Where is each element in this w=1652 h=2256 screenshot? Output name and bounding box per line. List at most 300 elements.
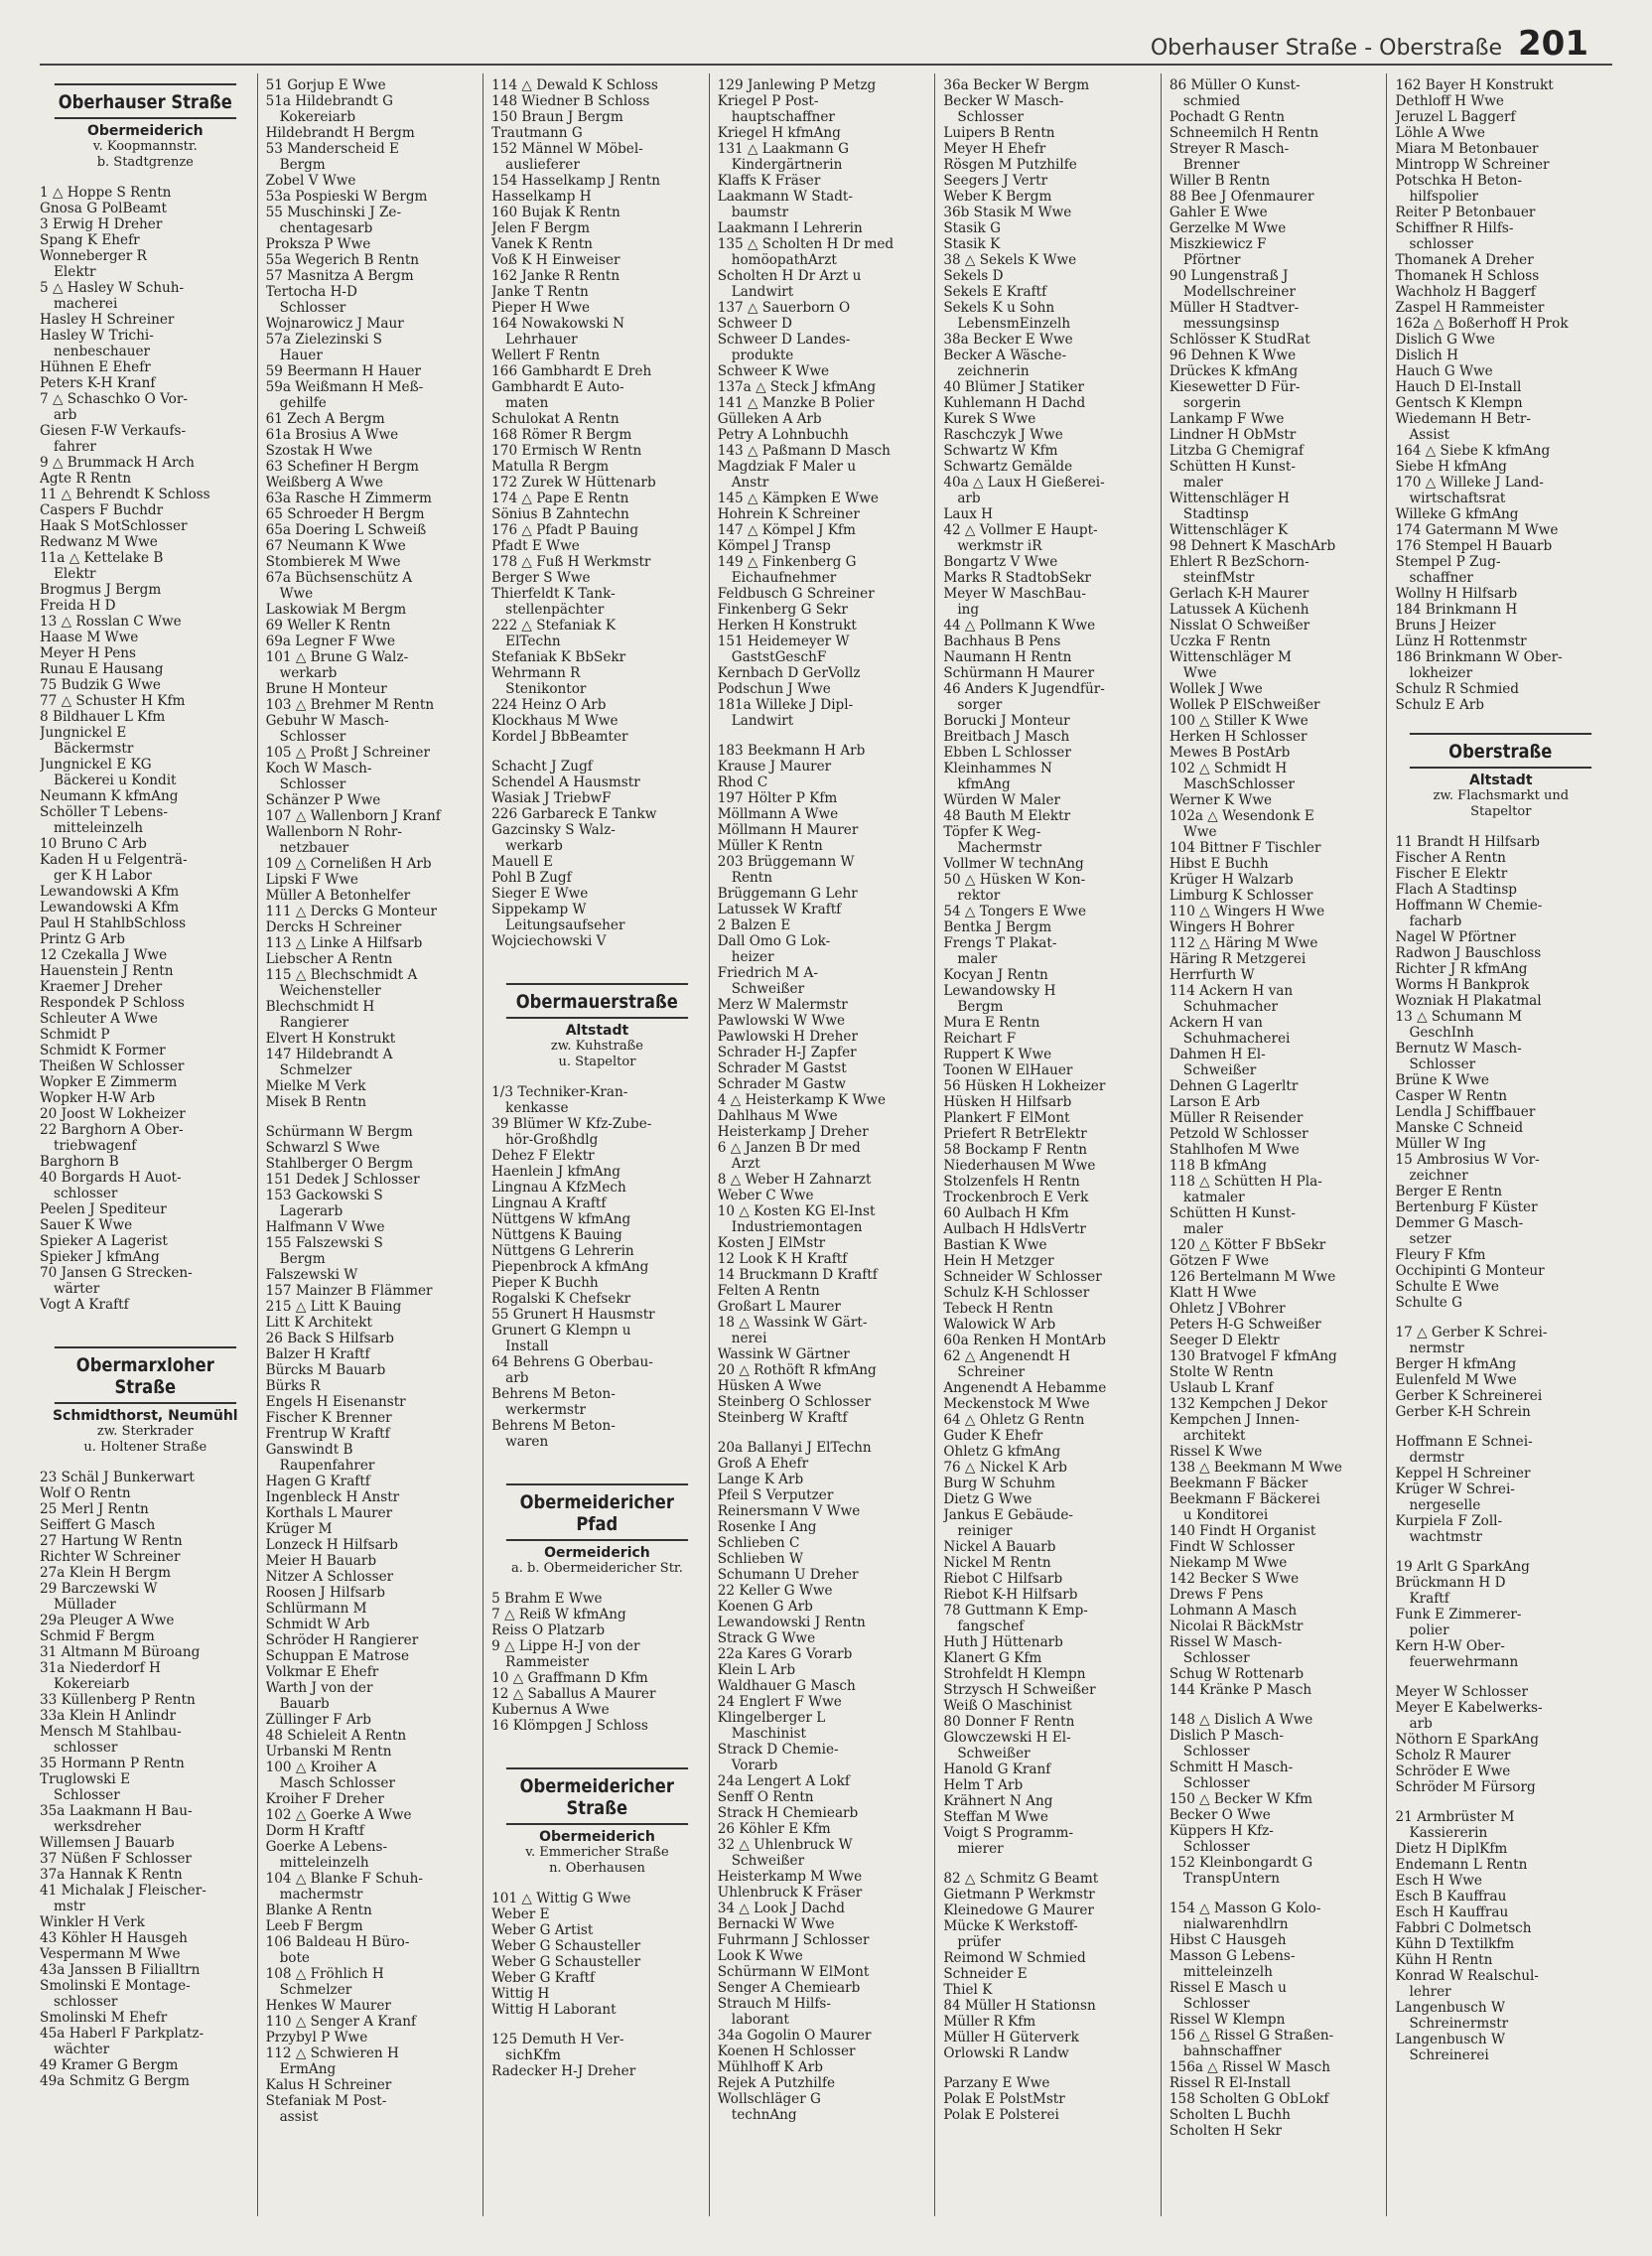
directory-entry: 129 Janlewing P Metzg [717,77,877,93]
directory-entry: 113 △ Linke A Hilfsarb [265,935,423,951]
directory-entry: Lipski F Wwe [265,872,358,888]
directory-entry: Sekels E Kraftf [943,284,1047,300]
running-title: Oberhauser Straße - Oberstraße [1150,36,1503,61]
entry-continuation: Schreiner [957,1364,1026,1380]
directory-entry: Stombierek M Wwe [265,554,401,570]
directory-entry: Krähnert N Ang [943,1793,1053,1809]
directory-entry: 105 △ Proßt J Schreiner [265,745,430,761]
directory-entry: Nüttgens K Bauing [491,1227,622,1243]
entry-continuation: Schweißer [731,981,805,997]
entry-continuation: Schlosser [1182,1839,1250,1855]
directory-entry: Raschczyk J Wwe [943,427,1063,443]
directory-entry: Dahmen H El- [1169,1047,1266,1062]
directory-entry: 197 Hölter P Kfm [717,790,838,806]
entry-continuation: Lehrhauer [505,332,578,348]
directory-entry: Schwarzl S Wwe [265,1140,380,1156]
entry-continuation: Pförtner [1182,252,1241,268]
spacer [1395,820,1606,834]
directory-entry: 20 Joost W Lokheizer [40,1106,186,1122]
entry-continuation: wachtmstr [1409,1529,1482,1545]
spacer [491,1070,703,1084]
directory-entry: Angenendt A Hebamme [943,1380,1107,1396]
entry-continuation: setzer [1409,1231,1451,1247]
directory-entry: 115 △ Blechschmidt A [265,967,418,983]
directory-entry: 26 Back S Hilfsarb [265,1331,394,1346]
entry-continuation: Rangierer [279,1015,349,1031]
directory-entry: Haak S MotSchlosser [40,518,188,534]
directory-entry: Schrader M Gastw [717,1076,846,1092]
directory-entry: Hüsken A Wwe [717,1378,822,1394]
directory-entry: Pieper K Buchh [491,1275,599,1291]
directory-entry: Krüger W Schrei- [1395,1481,1515,1497]
directory-entry: Müller K Rentn [717,838,823,854]
directory-entry: 158 Scholten G ObLokf [1169,2091,1329,2107]
spacer [1170,1887,1381,1901]
directory-entry: 49a Schmitz G Bergm [40,2073,190,2089]
directory-entry: 37a Hannak K Rentn [40,1867,183,1883]
entry-continuation: Vorarb [731,1758,778,1773]
directory-entry: 64 △ Ohletz G Rentn [943,1412,1085,1428]
directory-entry: 10 △ Graffmann D Kfm [491,1670,648,1686]
entry-continuation: homöopathArzt [731,252,837,268]
directory-entry: 16 Klömpgen J Schloss [491,1718,648,1734]
directory-entry: Meyer W Schlosser [1395,1684,1528,1700]
directory-entry: Wittig H Laborant [491,2002,617,2018]
entry-continuation: Schlosser [1182,1775,1250,1791]
directory-entry: Mielke M Verk [265,1078,366,1094]
directory-entry: Litt K Architekt [265,1315,372,1331]
directory-entry: Priefert R BetrElektr [943,1126,1087,1142]
directory-entry: Redwanz M Wwe [40,534,158,550]
entry-continuation: schlosser [54,1186,118,1201]
directory-entry: Kroiher F Dreher [265,1791,384,1807]
directory-entry: Rissel K Wwe [1169,1444,1263,1460]
directory-entry: Kriegel P Post- [717,93,819,109]
directory-entry: 152 Kleinbongardt G [1169,1855,1313,1871]
directory-entry: Limburg K Schlosser [1169,888,1313,904]
entry-continuation: waren [505,1434,549,1450]
directory-entry: Reimond W Schmied [943,1950,1086,1966]
directory-entry: Reiss O Platzarb [491,1622,606,1638]
directory-entry: Hüsken H Hilfsarb [943,1094,1072,1110]
directory-entry: Weiß O Maschinist [943,1698,1072,1714]
directory-entry: Großart L Maurer [717,1299,841,1315]
entry-continuation: Install [505,1339,549,1354]
directory-entry: Strohfeldt H Klempn [943,1666,1086,1682]
directory-entry: Dorm H Kraftf [265,1823,364,1839]
directory-entry: 40a △ Laux H Gießerei- [943,475,1105,491]
entry-continuation: arb [505,1370,529,1386]
directory-entry: 31 Altmann M Büroang [40,1644,201,1660]
directory-entry: Ruppert K Wwe [943,1047,1052,1062]
directory-entry: 149 △ Finkenberg G [717,554,857,570]
directory-entry: Trockenbroch E Verk [943,1190,1089,1205]
directory-entry: Koenen G Arb [717,1599,813,1615]
directory-entry: 170 △ Willeke J Land- [1395,475,1544,491]
entry-continuation: Bergm [279,157,326,173]
directory-entry: 118 △ Schütten H Pla- [1169,1174,1322,1190]
directory-entry: Schrader M Gastst [717,1060,847,1076]
directory-entry: 144 Kränke P Masch [1169,1682,1312,1698]
entry-continuation: Hauer [279,348,323,363]
entry-continuation: heizer [731,949,774,965]
directory-entry: Kosten J ElMstr [717,1235,826,1251]
directory-entry: Freida H D [40,598,116,614]
directory-entry: Kordel J BbBeamter [491,729,628,745]
directory-entry: 148 Wiedner B Schloss [491,93,650,109]
entry-continuation: stellenpächter [505,602,605,618]
directory-entry: 48 Schieleit A Rentn [265,1728,407,1744]
street-range: u. Stapeltor [558,1055,636,1069]
directory-entry: Mensch M Stahlbau- [40,1724,182,1740]
directory-entry: Nickel M Rentn [943,1555,1051,1571]
directory-entry: 9 △ Lippe H-J von der [491,1638,640,1654]
directory-entry: Janke T Rentn [491,284,589,300]
directory-entry: Krüger M [265,1521,333,1537]
directory-entry: 1/3 Techniker-Kran- [491,1084,628,1100]
directory-entry: 13 △ Schumann M [1395,1009,1523,1025]
spacer [40,1456,251,1470]
directory-columns [40,73,1612,2216]
directory-entry: 24a Lengert A Lokf [717,1773,850,1789]
directory-entry: 35a Laakmann H Bau- [40,1803,193,1819]
directory-entry: Falszewski W [265,1267,358,1283]
directory-entry: Schlieben W [717,1551,803,1567]
directory-entry: Streyer R Masch- [1169,141,1290,157]
directory-entry: Gentsch K Klempn [1395,395,1523,411]
directory-entry: Wehrmann R [491,665,581,681]
directory-entry: Schlieben C [717,1535,800,1551]
directory-entry: 176 Stempel H Bauarb [1395,538,1553,554]
directory-entry: Schulz R Schmied [1395,681,1519,697]
directory-entry: 22a Kares G Vorarb [717,1646,853,1662]
entry-continuation: gehilfe [279,395,327,411]
directory-entry: 96 Dehnen K Wwe [1169,348,1297,363]
directory-entry: Dehez F Elektr [491,1148,595,1164]
directory-entry: 60 Aulbach H Kfm [943,1205,1069,1221]
directory-entry: Würden W Maler [943,792,1061,808]
entry-continuation: TranspUntern [1182,1871,1280,1887]
directory-entry: Herrfurth W [1169,967,1255,983]
directory-entry: Klockhaus M Wwe [491,713,619,729]
directory-entry: Kalus H Schreiner [265,2077,392,2093]
directory-entry: 86 Müller O Kunst- [1169,77,1301,93]
directory-entry: 69 Weller K Rentn [265,618,391,634]
directory-entry: Möllmann A Wwe [717,806,839,822]
directory-entry: Richter J R kfmAng [1395,961,1528,977]
directory-entry: Grunert G Klempn u [491,1323,631,1339]
directory-entry: Berger H kfmAng [1395,1356,1517,1372]
entry-continuation: Schreinermstr [1409,2016,1509,2032]
entry-continuation: schlosser [54,1740,118,1756]
directory-entry: 42 △ Vollmer E Haupt- [943,522,1098,538]
directory-entry: Polak E PolstMstr [943,2091,1065,2107]
directory-entry: Pawlowski W Wwe [717,1013,846,1029]
entry-continuation: polier [1409,1622,1449,1638]
entry-continuation: ing [957,602,980,618]
directory-entry: Lindner H ObMstr [1169,427,1297,443]
directory-entry: Marks R StadtobSekr [943,570,1091,586]
directory-entry: Helm T Arb [943,1777,1024,1793]
directory-entry: 11 Brandt H Hilfsarb [1395,834,1540,850]
directory-entry: 27 Hartung W Rentn [40,1533,183,1549]
directory-entry: Parzany E Wwe [943,2075,1050,2091]
directory-entry: Lewandowski A Kfm [40,900,180,916]
directory-entry: Finkenberg G Sekr [717,602,848,618]
header-rule [40,64,1612,66]
directory-entry: Kocyan J Rentn [943,967,1048,983]
directory-entry: Schröder M Fürsorg [1395,1779,1536,1795]
directory-entry: 61a Brosius A Wwe [265,427,399,443]
directory-entry: Schröder H Rangierer [265,1632,419,1648]
directory-entry: Fuhrmann J Schlosser [717,1932,870,1948]
directory-entry: 50 △ Hüsken W Kon- [943,872,1086,888]
directory-entry: Schneider W Schlosser [943,1269,1102,1285]
directory-entry: Wopker E Zimmerm [40,1074,178,1090]
directory-entry: Plankert F ElMont [943,1110,1070,1126]
entry-continuation: werkmstr iR [957,538,1042,554]
directory-entry: Occhipinti G Monteur [1395,1263,1545,1279]
directory-entry: Leeb F Bergm [265,1918,363,1934]
directory-entry: 59 Beermann H Hauer [265,363,422,379]
entry-continuation: arb [54,407,77,423]
directory-entry: Klanert G Kfm [943,1650,1042,1666]
directory-entry: Nickel A Bauarb [943,1539,1056,1555]
directory-entry: Misek B Rentn [265,1094,366,1110]
column-5 [934,73,1161,2216]
directory-entry: Weber C Wwe [717,1188,814,1203]
spacer [1395,1545,1606,1559]
entry-continuation: nergeselle [1409,1497,1481,1513]
directory-entry: 126 Bertelmann M Wwe [1169,1269,1336,1285]
directory-entry: Pfadt E Wwe [491,538,580,554]
directory-entry: Stefaniak K BbSekr [491,649,626,665]
directory-entry: 184 Brinkmann H [1395,602,1518,618]
directory-entry: 143 △ Paßmann D Masch [717,443,891,459]
directory-entry: Willeke G kfmAng [1395,506,1519,522]
directory-entry: Wozniak H Plakatmal [1395,993,1542,1009]
entry-continuation: Stenikontor [505,681,587,697]
directory-entry: Glowczewski H El- [943,1730,1071,1746]
directory-entry: Szostak H Wwe [265,443,373,459]
directory-entry: Dietz H DiplKfm [1395,1841,1508,1857]
directory-entry: Sekels D [943,268,1004,284]
directory-entry: Liebscher A Rentn [265,951,393,967]
directory-entry: Gerber K-H Schrein [1395,1404,1531,1420]
directory-entry: 75 Budzik G Wwe [40,677,161,693]
directory-entry: Becker A Wäsche- [943,348,1067,363]
directory-entry: 23 Schäl J Bunkerwart [40,1470,195,1485]
directory-entry: Luipers B Rentn [943,125,1055,141]
directory-entry: 6 △ Janzen B Dr med [717,1140,861,1156]
directory-entry: Jungnickel E KG [40,757,152,773]
directory-entry: Jungnickel E [40,725,127,741]
directory-entry: Dietz G Wwe [943,1491,1032,1507]
directory-entry: Klingelberger L [717,1710,826,1726]
directory-entry: 102a △ Wesendonk E [1169,808,1314,824]
directory-entry: Kuhlemann H Dachd [943,395,1086,411]
directory-entry: Flach A Stadtinsp [1395,882,1518,898]
entry-continuation: mitteleinzelh [279,1855,369,1871]
entry-continuation: Assist [1409,427,1450,443]
directory-entry: Mauell E [491,854,553,870]
directory-entry: Riebot C Hilfsarb [943,1571,1063,1587]
entry-continuation: Schlosser [1182,1744,1250,1760]
directory-entry: Meyer W MaschBau- [943,586,1086,602]
district-label: Altstadt [565,1023,629,1039]
directory-entry: Mücke K Werkstoff- [943,1918,1078,1934]
directory-entry: Scholten H Sekr [1169,2123,1282,2139]
directory-entry: Felten A Rentn [717,1283,820,1299]
directory-entry: Kubernus A Wwe [491,1702,610,1718]
directory-entry: Henkes W Maurer [265,1998,391,2014]
directory-entry: Koch W Masch- [265,761,372,776]
directory-entry: Aulbach H HdlsVertr [943,1221,1086,1237]
directory-entry: Weißberg A Wwe [265,475,383,491]
directory-entry: Vogt A Kraftf [40,1297,129,1313]
directory-entry: Drews F Pens [1169,1587,1264,1603]
spacer [491,1877,703,1891]
spacer [40,1313,251,1327]
directory-entry: 125 Demuth H Ver- [491,2032,624,2047]
directory-entry: Meier H Bauarb [265,1553,377,1569]
directory-entry: Schacht J Zugf [491,759,593,775]
directory-entry: Wachholz H Baggerf [1395,284,1536,300]
directory-entry: 11a △ Kettelake B [40,550,164,566]
directory-entry: Schmidt K Former [40,1043,166,1058]
spacer [40,171,251,185]
directory-entry: 140 Findt H Organist [1169,1523,1316,1539]
directory-entry: Kühn H Rentn [1395,1952,1493,1968]
entry-continuation: mitteleinzelh [54,820,144,836]
directory-entry: Haase M Wwe [40,630,139,645]
entry-continuation: Weichensteller [279,983,381,999]
entry-continuation: GaststGeschF [731,649,827,665]
street-heading: Oberhauser Straße [55,83,236,119]
entry-continuation: machermstr [279,1887,363,1903]
directory-entry: 57a Zielezinski S [265,332,382,348]
directory-entry: Findt W Schlosser [1169,1539,1295,1555]
entry-continuation: baumstr [731,205,789,220]
directory-entry: 39 Blümer W Kfz-Zube- [491,1116,652,1132]
directory-entry: Fischer E Elektr [1395,866,1508,882]
street-heading: Obermauerstraße [506,983,688,1019]
directory-entry: 40 Borgards H Auot- [40,1170,182,1186]
directory-entry: Uslaub L Kranf [1169,1380,1274,1396]
entry-continuation: facharb [1409,914,1462,929]
entry-continuation: werkarb [505,838,563,854]
street-range: b. Stadtgrenze [96,155,194,170]
directory-entry: Peters H-G Schweißer [1169,1317,1321,1333]
directory-entry: 65 Schroeder H Bergm [265,506,425,522]
directory-entry: 110 △ Wingers H Wwe [1169,904,1325,919]
directory-entry: Jelen F Bergm [491,220,590,236]
spacer [266,1110,478,1124]
street-heading: Obermarxloher Straße [55,1346,236,1404]
directory-entry: 148 △ Dislich A Wwe [1169,1712,1313,1728]
entry-continuation: Landwirt [731,713,794,729]
directory-entry: Wolf O Rentn [40,1485,131,1501]
entry-continuation: messungsinsp [1182,316,1280,332]
entry-continuation: architekt [1182,1428,1246,1444]
directory-entry: 18 △ Wassink W Gärt- [717,1315,868,1331]
entry-continuation: arb [957,491,981,506]
entry-continuation: nenbeschauer [54,344,151,359]
directory-entry: 178 △ Fuß H Werkmstr [491,554,651,570]
directory-entry: Guder K Ehefr [943,1428,1043,1444]
directory-entry: Schmidt P [40,1027,110,1043]
directory-entry: Hasley H Schreiner [40,312,175,328]
street-range: zw. Kuhstraße [550,1039,643,1054]
directory-entry: Weber G Schausteller [491,1938,641,1954]
directory-entry: 63a Rasche H Zimmerm [265,491,432,506]
page-number: 201 [1518,24,1588,64]
directory-entry: 12 △ Saballus A Maurer [491,1686,656,1702]
directory-entry: Magdziak F Maler u [717,459,857,475]
entry-continuation: wirtschaftsrat [1409,491,1506,506]
directory-entry: Winkler H Verk [40,1914,145,1930]
directory-entry: Schweer D [717,316,792,332]
directory-entry: 147 △ Kömpel J Kfm [717,522,856,538]
directory-entry: Kriegel H kfmAng [717,125,841,141]
directory-entry: Pieper H Wwe [491,300,591,316]
directory-entry: 20a Ballanyi J ElTechn [717,1440,872,1456]
directory-entry: Sauer K Wwe [40,1217,133,1233]
directory-entry: 84 Müller H Stationsn [943,1998,1096,2014]
directory-entry: Bürcks M Bauarb [265,1362,386,1378]
directory-entry: Polak E Polsterei [943,2107,1059,2123]
directory-entry: Müller H Güterverk [943,2030,1079,2045]
street-range: zw. Flachsmarkt und [1433,788,1570,803]
directory-entry: Przybyl P Wwe [265,2030,368,2045]
directory-entry: 157 Mainzer B Flämmer [265,1283,433,1299]
directory-entry: Schulte E Wwe [1395,1279,1499,1295]
directory-entry: Laux H [943,506,994,522]
directory-entry: Müller W Ing [1395,1136,1486,1152]
directory-entry: 162a △ Boßerhoff H Prok [1395,316,1569,332]
directory-entry: 226 Garbareck E Tankw [491,806,657,822]
directory-entry: Pochadt G Rentn [1169,109,1286,125]
entry-continuation: assist [279,2109,319,2125]
directory-entry: Wingers H Bohrer [1169,919,1295,935]
directory-entry: Ingenbleck H Anstr [265,1489,400,1505]
directory-entry: Krüger H Walzarb [1169,872,1294,888]
directory-entry: Rissel W Masch- [1169,1634,1283,1650]
directory-entry: Nöthorn E SparkAng [1395,1732,1539,1748]
directory-entry: Wollek P ElSchweißer [1169,697,1320,713]
directory-entry: Sippekamp W [491,902,587,917]
entry-continuation: Elektr [54,566,96,582]
directory-entry: 36a Becker W Bergm [943,77,1090,93]
directory-entry: Zobel V Wwe [265,173,356,189]
directory-entry: Stasik G [943,220,1001,236]
directory-entry: Schulz K-H Schlosser [943,1285,1090,1301]
directory-entry: Meyer E Kabelwerks- [1395,1700,1543,1716]
entry-continuation: Bergm [957,999,1004,1015]
directory-entry: Schütten H Kunst- [1169,1205,1296,1221]
entry-continuation: Schlosser [1182,1650,1250,1666]
directory-entry: Vanek K Rentn [491,236,593,252]
spacer [491,1748,703,1762]
spacer [943,1857,1155,1871]
directory-entry: 78 Guttmann K Emp- [943,1603,1088,1619]
entry-continuation: maler [957,951,998,967]
directory-entry: Gietmann P Werkmstr [943,1887,1095,1903]
directory-entry: 80 Donner F Rentn [943,1714,1075,1730]
entry-continuation: Arzt [731,1156,760,1172]
directory-entry: 51 Gorjup E Wwe [265,77,386,93]
directory-entry: 164 Nowakowski N [491,316,625,332]
